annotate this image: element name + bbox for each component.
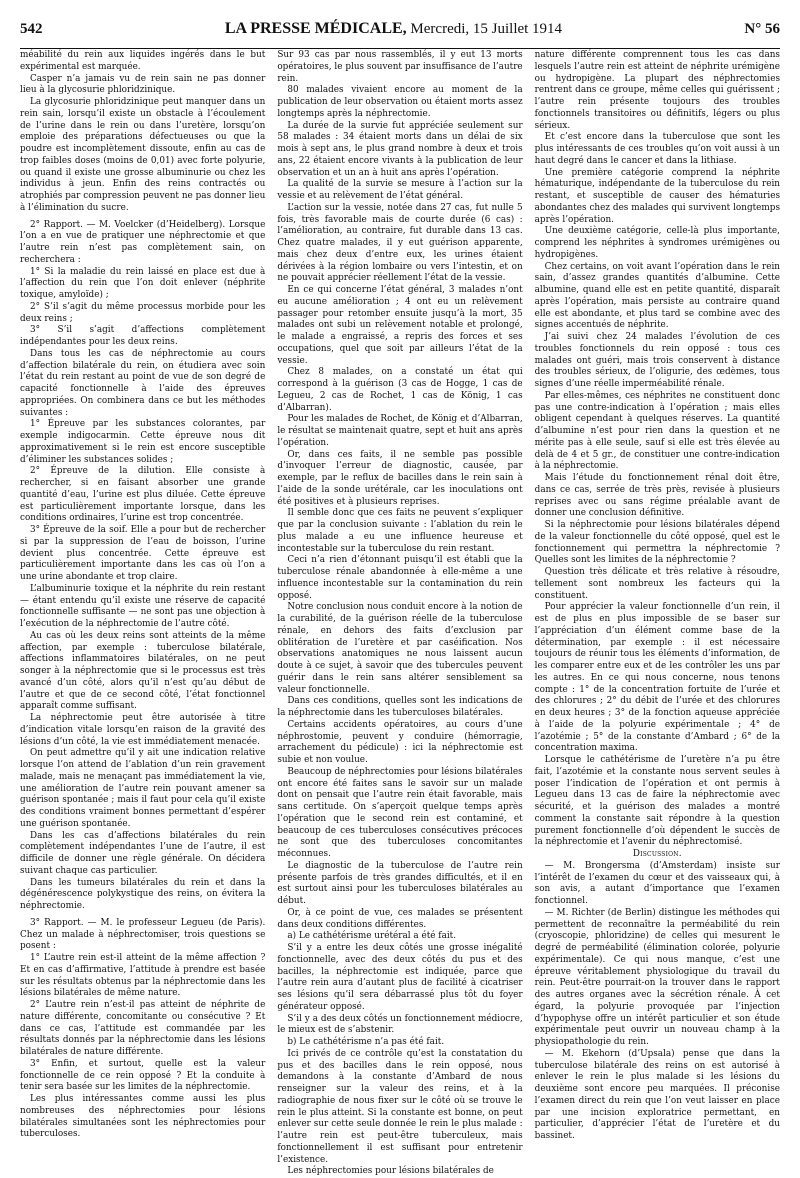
column-left [20,50,265,1178]
paragraph: Notre conclusion nous conduit encore à la notion de la curabilité, de la guérison réelle de la tuberculose rénale, en dehors des faits d’exclusion par oblitération de l’uretère et par caséification. Nos observations anatomiques ne nous laissent aucun doute à ce sujet, à savoir que des tubercules peuvent guérir dans le rein sans altérer sensiblement sa valeur fonctionnelle. [277,602,523,695]
issue-date: Mercredi, 15 Juillet 1914 [410,21,563,37]
paragraph: Au cas où les deux reins sont atteints de la même affection, par exemple : tuberculose bilatérale, affections inflammatoires bilatérales, on ne peut songer à la néphrectomie que si le processus est très avancé d’un côté, alors qu’il n’est qu’au début de l’autre et que de ce second côté, l’état fonctionnel apparaît comme suffisant. [20,630,266,712]
paragraph: 2° S’il s’agit du même processus morbide pour les deux reins ; [20,301,266,324]
paragraph: Certains accidents opératoires, au cours d’une néphrostomie, peuvent y conduire (hémorragie, arrachement du pédicule) : ici la néphrectomie est subie et non voulue. [277,719,523,765]
paragraph: Question très délicate et très relative à résoudre, tellement sont nombreux les facteurs qui la constituent. [534,567,780,601]
paragraph: 3° Rapport. — M. le professeur Legueu (de Paris). Chez un malade à néphrectomiser, trois questions se posent : [20,917,266,952]
paragraph: Et c’est encore dans la tuberculose que sont les plus intéressants de ces troubles qu’on voit aussi à un haut degré dans le cancer et dans la lithiase. [534,132,780,166]
paragraph: Chez 8 malades, on a constaté un état qui correspond à la guérison (3 cas de Hogge, 1 cas de Legueu, 2 cas de Rochet, 1 cas de König, 1 cas d’Albarran). [277,367,523,413]
paragraph: Le diagnostic de la tuberculose de l’autre rein présente parfois de très grandes difficultés, et il en est surtout ainsi pour les tuberculoses bilatérales au début. [277,860,523,906]
paragraph: La glycosurie phloridzinique peut manquer dans un rein sain, lorsqu’il existe un obstacle à l’écoulement de l’urine dans le rein ou dans l’uretère, lorsqu’on emploie des préparations défectueuses ou que la poudre est incomplètement dissoute, enfin au cas de trop faibles doses (moins de 0,01) avec forte polyurie, ou quand il existe une grosse albuminurie ou chez les individus à jeun. Enfin des reins contractés ou atrophiés par compression peuvent ne pas donner lieu à l’élimination du sucre. [20,97,266,213]
journal-title: LA PRESSE MÉDICALE, [224,20,407,37]
paragraph: 1° Si la maladie du rein laissé en place est due à l’affection du rein que l’on doit enlever (néphrite toxique, amyloïde) ; [20,266,266,300]
paragraph: Par elles-mêmes, ces néphrites ne constituent donc pas une contre-indication à l’opération ; mais elles obligent cependant à quelques réserves. La quantité d’albumine n’est pour rien dans la question et ne mérite pas à elle seule, sauf si elle est très élevée au delà de 4 et 5 gr., de constituer une contre-indication à la néphrectomie. [534,390,780,472]
paragraph: 3° Enfin, et surtout, quelle est la valeur fonctionnelle de ce rein opposé ? Et la conduite à tenir sera basée sur les limites de la néphrectomie. [20,1058,266,1093]
paragraph: Il semble donc que ces faits ne peuvent s’expliquer que par la conclusion suivante : l’ablation du rein le plus malade a eu une influence heureuse et incontestable sur la tuberculose du rein restant. [277,508,523,554]
paragraph: Beaucoup de néphrectomies pour lésions bilatérales ont encore été faites sans le savoir sur un malade dont on pensait que l’autre rein était favorable, mais sans certitude. On s’aperçoit quelque temps après l’opération que le second rein est contaminé, et beaucoup de ces tuberculoses consécutives précoces ne sont que des tuberculoses concomitantes méconnues. [277,766,523,859]
column-right [535,50,780,1178]
paragraph: — M. Ekehorn (d’Upsala) pense que dans la tuberculose bilatérale des reins on est autorisé à enlever le rein le plus malade si les lésions du deuxième sont encore peu marquées. Il préconise l’examen direct du rein que l’on veut laisser en place par une incision exploratrice permettant, en particulier, d’apprécier l’état de l’uretère et du bassinet. [534,1048,780,1141]
paragraph: Si la néphrectomie pour lésions bilatérales dépend de la valeur fonctionnelle du côté opposé, quel est le fonctionnement qui permettra la néphrectomie ? Quelles sont les limites de la néphrectomie ? [534,520,780,566]
paragraph: L’albuminurie toxique et la néphrite du rein restant — étant entendu qu’il existe une réserve de capacité fonctionnelle suffisante — ne sont pas une objection à l’exécution de la néphrectomie de l’autre côté. [20,583,266,629]
paragraph: S’il y a des deux côtés un fonctionnement médiocre, le mieux est de s’abstenir. [277,1013,523,1036]
column-middle [277,50,522,1178]
paragraph: Casper n’a jamais vu de rein sain ne pas donner lieu à la glycosurie phloridzinique. [20,73,266,96]
paragraph: L’action sur la vessie, notée dans 27 cas, fut nulle 5 fois, très favorable mais de courte durée (6 cas) : l’amélioration, au contraire, fut durable dans 13 cas. Chez quatre malades, il y eut guérison apparente, mais chez deux d’entre eux, les urines étaient dérivées à la région lombaire ou vers l’intestin, et on ne pouvait apprécier réellement l’état de la vessie. [277,202,523,284]
paragraph: Or, dans ces faits, il ne semble pas possible d’invoquer l’erreur de diagnostic, causée, par exemple, par le reflux de bacilles dans le rein sain à l’aide de la sonde urétérale, car les inoculations ont été positives et à plusieurs reprises. [277,449,523,507]
paragraph: Sur 93 cas par nous rassemblés, il y eut 13 morts opératoires, le plus souvent par insuffisance de l’autre rein. [277,50,523,84]
paragraph: Dans ces conditions, quelles sont les indications de la néphrectomie dans les tuberculoses bilatérales. [277,696,523,718]
paragraph: a) Le cathétérisme urétéral a été fait. [287,931,457,942]
paragraph: nature différente comprennent tous les cas dans lesquels l’autre rein est atteint de néphrite urémigène ou hydropigène. La plupart des néphrectomies rentrent dans ce groupe, même celles qui guérissent ; l’autre rein présente toujours des troubles fonctionnels transitoires ou définitifs, légers ou plus sérieux. [534,50,780,131]
paragraph: 2° Rapport. — M. Voelcker (d’Heidelberg). Lorsque l’on a en vue de pratiquer une néphrectomie et que l’autre rein n’est pas complètement sain, on recherchera : [20,219,266,265]
page-number: 542 [20,21,43,37]
paragraph: méabilité du rein aux liquides ingérés dans le but expérimental est marquée. [20,50,266,72]
paragraph: Les néphrectomies pour lésions bilatérales de [287,1166,494,1177]
paragraph: Ceci n’a rien d’étonnant puisqu’il est établi que la tuberculose rénale abandonnée à elle-même a une influence incontestable sur la contamination du rein opposé. [277,555,523,601]
issue-number: N° 56 [744,21,780,37]
paragraph: Une première catégorie comprend la néphrite hématurique, indépendante de la tuberculose du rein restant, et susceptible de causer des hématuries abondantes chez des malades qui survivent longtemps après l’opération. [534,167,780,225]
paragraph: Dans les tumeurs bilatérales du rein et dans la dégénérescence polykystique des reins, on évitera la néphrectomie. [20,877,266,911]
article-columns [20,50,780,1177]
paragraph: Ici privés de ce contrôle qu’est la constatation du pus et des bacilles dans le rein opposé, nous demandons à la constante d’Ambard de nous renseigner sur la valeur des reins, et à la radiographie de nous fixer sur le côté où se trouve le rein le plus atteint. Si la constante est bonne, on peut enlever sur cette seule donnée le rein le plus malade : l’autre rein est peut-être tuberculeux, mais fonctionnellement il est suffisant pour entretenir l’existence. [277,1048,523,1165]
paragraph: 2° Épreuve de la dilution. Elle consiste à rechercher, si en faisant absorber une grande quantité d’eau, l’urine est plus diluée. Cette épreuve est particulièrement importante lorsque, dans les conditions ordinaires, l’urine est trop concentrée. [20,466,266,524]
paragraph: Or, à ce point de vue, ces malades se présentent dans deux conditions différentes. [277,907,523,930]
paragraph: Une deuxième catégorie, celle-là plus importante, comprend les néphrites à syndromes urémigènes ou hydropigènes. [534,226,780,260]
paragraph: En ce qui concerne l’état général, 3 malades n’ont eu aucune amélioration ; 4 ont eu un relèvement passager pour retomber ensuite jusqu’à la mort, 35 malades ont subi un relèvement notable et prolongé, le malade a engraissé, a repris des forces et ses occupations, quel que soit par ailleurs l’état de la vessie. [277,285,523,366]
paragraph: 80 malades vivaient encore au moment de la publication de leur observation ou étaient morts assez longtemps après la néphrectomie. [277,85,523,119]
paragraph: Chez certains, on voit avant l’opération dans le rein sain, d’assez grandes quantités d’albumine. Cette albumine, quand elle est en petite quantité, disparaît après l’opération, mais persiste au contraire quand elle est abondante, et plus tard se combine avec des signes accentués de néphrite. [534,261,780,331]
paragraph: b) Le cathétérisme n’a pas été fait. [287,1037,445,1047]
paragraph: Mais l’étude du fonctionnement rénal doit être, dans ce cas, serrée de très près, revisée à plusieurs reprises avec ou sans régime préalable avant de donner une conclusion définitive. [534,473,780,519]
paragraph: S’il y a entre les deux côtés une grosse inégalité fonctionnelle, avec des deux côtés du pus et des bacilles, la néphrectomie est indiquée, parce que l’autre rein aura d’autant plus de facilité à cicatriser ses lésions qu’il sera débarrassé plus tôt du foyer générateur opposé. [277,943,523,1012]
paragraph: La qualité de la survie se mesure à l’action sur la vessie et au relèvement de l’état général. [277,179,523,201]
masthead [225,20,562,38]
paragraph: 3° S’il s’agit d’affections complètement indépendantes pour les deux reins. [20,325,266,347]
paragraph: On peut admettre qu’il y ait une indication relative lorsque l’on attend de l’ablation d’un rein gravement malade, mais ne menaçant pas immédiatement la vie, une amélioration de l’autre rein pouvant amener sa guérison spontanée ; mais il faut pour cela qu’il existe des conditions vraiment bonnes permettant d’espérer une guérison spontanée. [20,748,266,829]
paragraph: 3° Épreuve de la soif. Elle a pour but de rechercher si par la suppression de l’eau de boisson, l’urine devient plus concentrée. Cette épreuve est particulièrement importante dans les cas où l’on a une urine abondante et trop claire. [20,525,266,582]
paragraph: — M. Brongersma (d’Amsterdam) insiste sur l’intérêt de l’examen du cœur et des vaisseaux qui, à son avis, a autant d’importance que l’examen fonctionnel. [534,860,780,906]
paragraph: Discussion. [632,849,682,859]
paragraph: Lorsque le cathétérisme de l’uretère n’a pu être fait, l’azotémie et la constante nous servent seules à poser l’indication de l’opération et ont permis à Legueu dans 13 cas de faire la néphrectomie avec sécurité, et la guérison des malades a montré comment la constante sait répondre à la question purement fonctionnelle d’où dépendent le succès de la néphrectomie et l’avenir du néphrectomisé. [534,755,780,848]
paragraph: Dans tous les cas de néphrectomie au cours d’affection bilatérale du rein, on étudiera avec soin l’état du rein restant au point de vue de son degré de capacité fonctionnelle à l’aide des épreuves appropriées. On combinera dans ce but les méthodes suivantes : [20,348,266,418]
paragraph: La néphrectomie peut être autorisée à titre d’indication vitale lorsqu’en raison de la gravité des lésions d’un côté, la vie est immédiatement menacée. [20,713,266,747]
paragraph: Pour les malades de Rochet, de König et d’Albarran, le résultat se maintenait quatre, sept et huit ans après l’opération. [277,414,523,448]
paragraph: J’ai suivi chez 24 malades l’évolution de ces troubles fonctionnels du rein opposé : tous ces malades ont guéri, mais trois conservent à distance des troubles sérieux, de l’oligurie, des œdèmes, tous signes d’une réelle imperméabilité rénale. [534,332,780,389]
paragraph: 1° Épreuve par les substances colorantes, par exemple indigocarmin. Cette épreuve nous dit approximativement si le rein est encore susceptible d’éliminer les substances solides ; [20,419,266,465]
page-header [20,20,780,49]
paragraph: Pour apprécier la valeur fonctionnelle d’un rein, il est de plus en plus impossible de se baser sur l’appréciation d’un élément comme base de la détermination, par exemple : il est nécessaire toujours de réunir tous les éléments d’information, de les comparer entre eux et de les contrôler les uns par les autres. En ce qui nous concerne, nous tenons compte : 1° de la concentration fortuite de l’urée et des chlorures ; 2° du débit de l’urée et des chlorures en deux heures ; 3° de la fonction aqueuse appréciée à l’aide de la polyurie expérimentale ; 4° de l’azotémie ; 5° de la constante d’Ambard ; 6° de la concentration maxima. [534,602,780,754]
paragraph: Les plus intéressantes comme aussi les plus nombreuses des néphrectomies pour lésions bilatérales simultanées sont les néphrectomies pour tuberculoses. [20,1094,266,1140]
paragraph: 1° L’autre rein est-il atteint de la même affection ? Et en cas d’affirmative, l’attitude à prendre est basée sur les résultats obtenus par la néphrectomie dans les lésions bilatérales de même nature. [20,953,266,999]
paragraph: — M. Richter (de Berlin) distingue les méthodes qui permettent de reconnaître la perméabilité du rein (cryoscopie, phloridzine) de celles qui mesurent le degré de perméabilité (élimination colorée, polyurie expérimentale). Ce qui nous manque, c’est une épreuve véritablement physiologique du travail du rein. Peut-être pourrait-on la trouver dans le rapport des autres organes avec la sécrétion rénale. À cet égard, la polyurie provoquée par l’injection d’hypophyse offre un intérêt particulier et son étude expérimentale peut ouvrir un nouveau champ à la physiopathologie du rein. [534,907,780,1047]
paragraph: 2° L’autre rein n’est-il pas atteint de néphrite de nature différente, concomitante ou consécutive ? Et dans ce cas, l’attitude est commandée par les résultats donnés par la néphrectomie dans les lésions bilatérales de nature différente. [20,1000,266,1057]
paragraph: La durée de la survie fut appréciée seulement sur 58 malades : 34 étaient morts dans un délai de six mois à sept ans, le plus grand nombre à deux et trois ans, 22 étaient encore vivants à la publication de leur observation et un an à huit ans après l’opération. [277,120,523,178]
paragraph: Dans les cas d’affections bilatérales du rein complètement indépendantes l’une de l’autre, il est difficile de donner une règle générale. On décidera suivant chaque cas particulier. [20,830,266,876]
